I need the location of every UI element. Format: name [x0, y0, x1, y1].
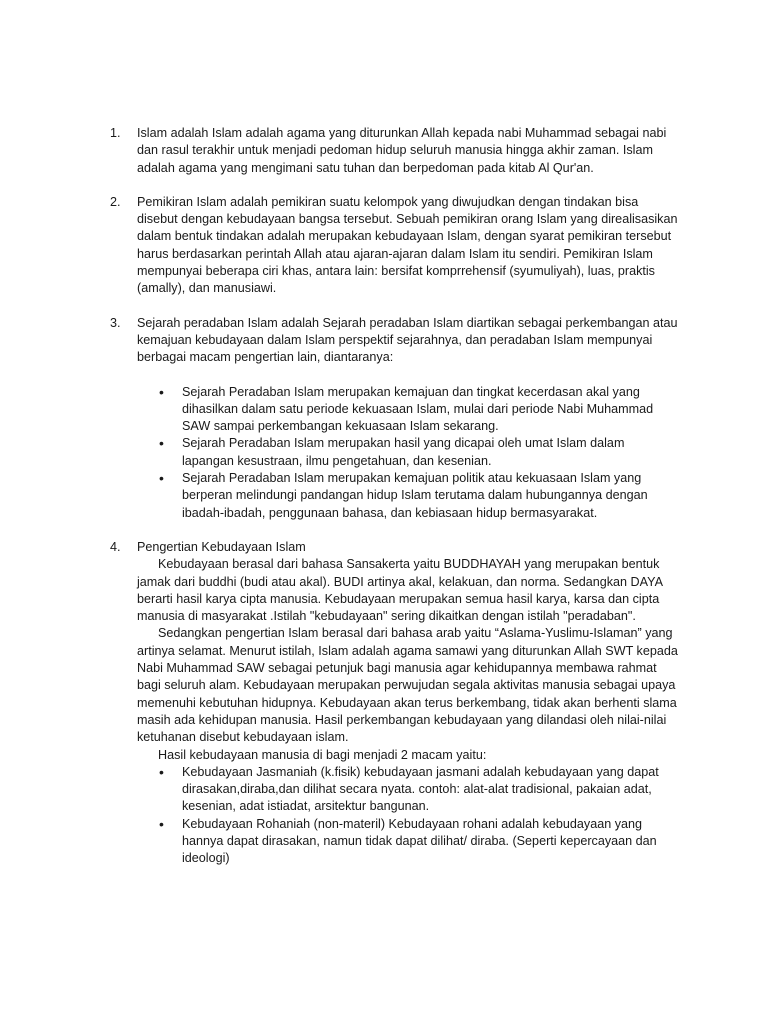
bullet-item: [137, 764, 678, 816]
bullet-text: Kebudayaan Rohaniah (non-materil) Kebudayaan rohani adalah kebudayaan yang hannya dapat dirasakan, namun tidak dapat dilihat/ diraba. (Seperti kepercayaan dan ideologi): [182, 816, 657, 866]
item-text: Pemikiran Islam adalah pemikiran suatu kelompok yang diwujudkan dengan tindakan bisa disebut dengan kebudayaan bangsa tersebut. Sebuah pemikiran orang Islam yang direalisasikan dalam bentuk tindakan adalah merupakan kebudayaan Islam, dengan syarat pemikiran tersebut harus berdasarkan perintah Allah atau ajaran-ajaran dalam Islam itu sendiri. Pemikiran Islam mempunyai beberapa ciri khas, antara lain: bersifat komprrehensif (syumuliyah), luas, praktis (amally), dan manusiawi.: [137, 194, 678, 296]
paragraph: Hasil kebudayaan manusia di bagi menjadi 2 macam yaitu:: [158, 747, 487, 762]
bullet-item: [137, 470, 678, 522]
list-item-3: [110, 315, 678, 522]
list-item-4: [110, 539, 678, 868]
bullet-item: [137, 384, 678, 436]
bullet-text: Sejarah Peradaban Islam merupakan kemajuan dan tingkat kecerdasan akal yang dihasilkan dalam satu periode kekuasaan Islam, mulai dari periode Nabi Muhammad SAW sampai perkembangan kekuasaan Islam sekarang.: [182, 384, 654, 434]
item-number: 2.: [110, 194, 121, 209]
item-number: 3.: [110, 315, 121, 330]
list-item-1: [110, 125, 678, 177]
document-content: [110, 125, 678, 885]
item-text: Sejarah peradaban Islam adalah Sejarah peradaban Islam diartikan sebagai perkembangan atau kemajuan kebudayaan dalam Islam perspektif sejarahnya, dan peradaban Islam mempunyai berbagai macam pengertian lain, diantaranya:: [137, 315, 678, 365]
bullet-icon: [137, 435, 182, 470]
bullet-text: Kebudayaan Jasmaniah (k.fisik) kebudayaan jasmani adalah kebudayaan yang dapat dirasakan,diraba,dan dilihat secara nyata. contoh: alat-alat tradisional, pakaian adat, kesenian, adat istiadat, arsitektur bangunan.: [182, 764, 659, 814]
paragraph: Kebudayaan berasal dari bahasa Sansakerta yaitu BUDDHAYAH yang merupakan bentuk jamak dari buddhi (budi atau akal). BUDI artinya akal, kelakuan, dan norma. Sedangkan DAYA berarti hasil karya cipta manusia. Kebudayaan merupakan semua hasil karya, karsa dan cipta manusia di masyarakat .Istilah "kebudayaan" sering dikaitkan dengan istilah "peradaban".: [137, 557, 663, 624]
bullet-item: [137, 435, 678, 470]
bullet-icon: [137, 470, 182, 522]
list-item-2: [110, 194, 678, 298]
item-number: 4.: [110, 539, 121, 554]
bullet-item: [137, 816, 678, 868]
bullet-icon: [137, 764, 182, 816]
bullet-list: [137, 764, 678, 868]
bullet-text: Sejarah Peradaban Islam merupakan hasil yang dicapai oleh umat Islam dalam lapangan kesustraan, ilmu pengetahuan, dan kesenian.: [182, 436, 625, 468]
bullet-list: [137, 384, 678, 522]
bullet-icon: [137, 816, 182, 868]
bullet-icon: [137, 384, 182, 436]
item-text: Islam adalah Islam adalah agama yang diturunkan Allah kepada nabi Muhammad sebagai nabi dan rasul terakhir untuk menjadi pedoman hidup seluruh manusia hingga akhir zaman. Islam adalah agama yang mengimani satu tuhan dan berpedoman pada kitab Al Qur'an.: [137, 126, 667, 175]
paragraph: Sedangkan pengertian Islam berasal dari bahasa arab yaitu “Aslama-Yuslimu-Islaman” yang artinya selamat. Menurut istilah, Islam adalah agama samawi yang diturunkan Allah SWT kepada Nabi Muhammad SAW sebagai petunjuk bagi manusia agar kehidupannya membawa rahmat bagi seluruh alam. Kebudayaan merupakan perwujudan segala aktivitas manusia sebagai upaya memenuhi kebutuhan hidupnya. Kebudayaan akan terus berkembang, tidak akan berhenti slama masih ada kehidupan manusia. Hasil perkembangan kebudayaan yang dilandasi oleh nilai-nilai ketuhanan disebut kebudayaan islam.: [137, 626, 678, 745]
item-number: 1.: [110, 126, 121, 140]
section-heading: Pengertian Kebudayaan Islam: [137, 539, 306, 554]
bullet-text: Sejarah Peradaban Islam merupakan kemajuan politik atau kekuasaan Islam yang berperan melindungi pandangan hidup Islam terutama dalam hubungannya dengan ibadah-ibadah, penggunaan bahasa, dan kebiasaan hidup bermasyarakat.: [182, 471, 648, 520]
